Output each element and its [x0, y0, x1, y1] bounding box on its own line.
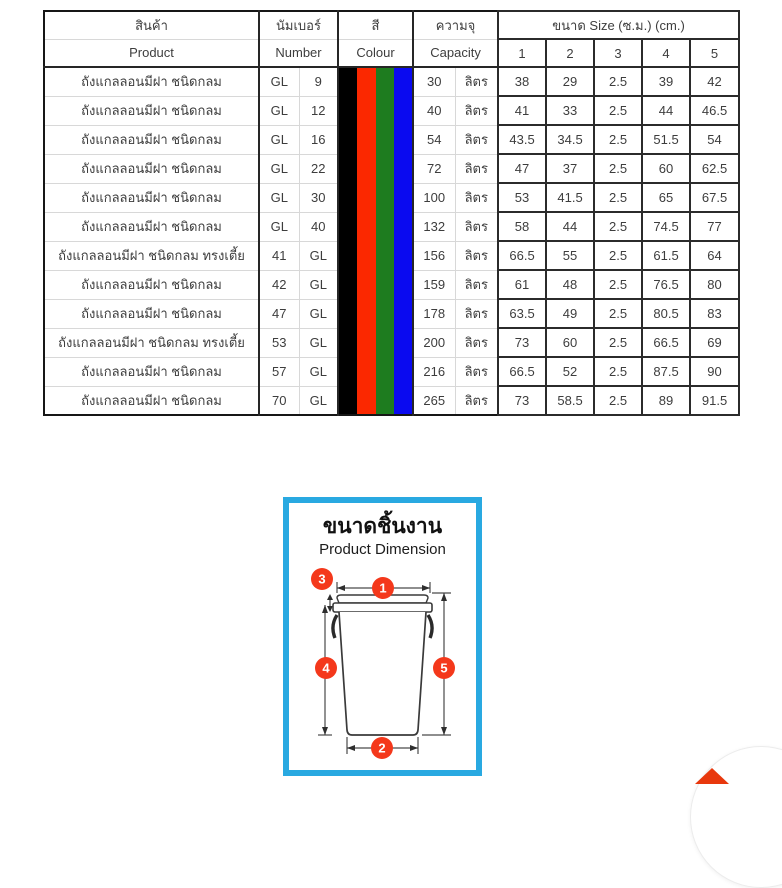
- capacity-cell: 159: [413, 270, 455, 299]
- colour-stripe-red: [357, 68, 375, 414]
- colour-stripe-black: [339, 68, 357, 414]
- colour-swatch: [339, 68, 412, 414]
- capacity-cell: 200: [413, 328, 455, 357]
- header-row-thai: [44, 11, 739, 39]
- size-cell-2: 48: [546, 270, 594, 299]
- unit-cell: ลิตร: [455, 299, 498, 328]
- colour-stripe-blue: [394, 68, 412, 414]
- size-cell-1: 53: [498, 183, 546, 212]
- number-cell-right: 16: [299, 125, 338, 154]
- size-cell-4: 87.5: [642, 357, 690, 386]
- dimension-marker-1: [372, 577, 394, 599]
- size-cell-5: 91.5: [690, 386, 739, 415]
- product-name-cell: ถังแกลลอนมีฝา ชนิดกลม: [44, 67, 259, 96]
- size-cell-3: 2.5: [594, 328, 642, 357]
- size-cell-5: 67.5: [690, 183, 739, 212]
- size-cell-1: 73: [498, 386, 546, 415]
- size-cell-5: 80: [690, 270, 739, 299]
- col-header-size-title: ขนาด Size (ซ.ม.) (cm.): [498, 11, 739, 39]
- number-cell-left: GL: [259, 67, 299, 96]
- product-spec-table: [43, 10, 740, 416]
- size-cell-2: 52: [546, 357, 594, 386]
- product-name-cell: ถังแกลลอนมีฝา ชนิดกลม: [44, 96, 259, 125]
- col-header-product-thai: สินค้า: [44, 11, 259, 39]
- capacity-cell: 72: [413, 154, 455, 183]
- size-cell-1: 73: [498, 328, 546, 357]
- number-cell-right: GL: [299, 328, 338, 357]
- dimension-marker-3: [311, 568, 333, 590]
- number-cell-right: GL: [299, 386, 338, 415]
- capacity-cell: 216: [413, 357, 455, 386]
- size-cell-2: 49: [546, 299, 594, 328]
- col-header-product-en: Product: [44, 39, 259, 67]
- number-cell-right: 30: [299, 183, 338, 212]
- size-cell-2: 34.5: [546, 125, 594, 154]
- size-cell-1: 38: [498, 67, 546, 96]
- product-spec-table-wrap: [43, 10, 740, 416]
- capacity-cell: 100: [413, 183, 455, 212]
- size-cell-1: 66.5: [498, 357, 546, 386]
- colour-swatch-cell: [338, 67, 413, 415]
- size-cell-5: 83: [690, 299, 739, 328]
- col-header-colour-en: Colour: [338, 39, 413, 67]
- number-cell-right: 40: [299, 212, 338, 241]
- product-name-cell: ถังแกลลอนมีฝา ชนิดกลม: [44, 357, 259, 386]
- capacity-cell: 156: [413, 241, 455, 270]
- size-cell-5: 62.5: [690, 154, 739, 183]
- number-cell-left: 41: [259, 241, 299, 270]
- size-cell-1: 66.5: [498, 241, 546, 270]
- number-cell-left: 42: [259, 270, 299, 299]
- size-cell-5: 46.5: [690, 96, 739, 125]
- size-cell-3: 2.5: [594, 270, 642, 299]
- dimension-marker-5: [433, 657, 455, 679]
- size-cell-5: 77: [690, 212, 739, 241]
- size-cell-4: 66.5: [642, 328, 690, 357]
- product-name-cell: ถังแกลลอนมีฝา ชนิดกลม: [44, 270, 259, 299]
- unit-cell: ลิตร: [455, 67, 498, 96]
- col-header-colour-thai: สี: [338, 11, 413, 39]
- size-cell-2: 60: [546, 328, 594, 357]
- col-header-size-4: 4: [642, 39, 690, 67]
- size-cell-4: 80.5: [642, 299, 690, 328]
- number-cell-left: GL: [259, 154, 299, 183]
- col-header-size-2: 2: [546, 39, 594, 67]
- size-cell-4: 74.5: [642, 212, 690, 241]
- number-cell-left: 57: [259, 357, 299, 386]
- diagram-title-english: Product Dimension: [319, 541, 446, 559]
- dimension-marker-2: [371, 737, 393, 759]
- number-cell-right: 9: [299, 67, 338, 96]
- number-cell-right: GL: [299, 241, 338, 270]
- size-cell-3: 2.5: [594, 96, 642, 125]
- col-header-capacity-en: Capacity: [413, 39, 498, 67]
- size-cell-2: 33: [546, 96, 594, 125]
- size-cell-4: 60: [642, 154, 690, 183]
- number-cell-right: 12: [299, 96, 338, 125]
- number-cell-right: GL: [299, 357, 338, 386]
- product-name-cell: ถังแกลลอนมีฝา ชนิดกลม: [44, 154, 259, 183]
- unit-cell: ลิตร: [455, 328, 498, 357]
- unit-cell: ลิตร: [455, 154, 498, 183]
- size-cell-3: 2.5: [594, 183, 642, 212]
- size-cell-3: 2.5: [594, 357, 642, 386]
- capacity-cell: 30: [413, 67, 455, 96]
- capacity-cell: 132: [413, 212, 455, 241]
- size-cell-2: 41.5: [546, 183, 594, 212]
- number-cell-right: 22: [299, 154, 338, 183]
- unit-cell: ลิตร: [455, 357, 498, 386]
- svg-text:5: 5: [440, 660, 448, 676]
- size-cell-5: 42: [690, 67, 739, 96]
- capacity-cell: 265: [413, 386, 455, 415]
- size-cell-2: 29: [546, 67, 594, 96]
- number-cell-right: GL: [299, 270, 338, 299]
- size-cell-1: 47: [498, 154, 546, 183]
- capacity-cell: 40: [413, 96, 455, 125]
- col-header-number-thai: นัมเบอร์: [259, 11, 338, 39]
- number-cell-left: GL: [259, 125, 299, 154]
- dimension-marker-4: [315, 657, 337, 679]
- product-name-cell: ถังแกลลอนมีฝา ชนิดกลม ทรงเตี้ย: [44, 241, 259, 270]
- number-cell-left: GL: [259, 96, 299, 125]
- size-cell-1: 43.5: [498, 125, 546, 154]
- size-cell-3: 2.5: [594, 212, 642, 241]
- number-cell-left: 47: [259, 299, 299, 328]
- size-cell-4: 61.5: [642, 241, 690, 270]
- unit-cell: ลิตร: [455, 270, 498, 299]
- header-row-english: [44, 39, 739, 67]
- number-cell-left: 53: [259, 328, 299, 357]
- size-cell-4: 89: [642, 386, 690, 415]
- number-cell-right: GL: [299, 299, 338, 328]
- size-cell-2: 55: [546, 241, 594, 270]
- size-cell-3: 2.5: [594, 125, 642, 154]
- number-cell-left: 70: [259, 386, 299, 415]
- size-cell-3: 2.5: [594, 241, 642, 270]
- size-cell-1: 61: [498, 270, 546, 299]
- product-name-cell: ถังแกลลอนมีฝา ชนิดกลม: [44, 125, 259, 154]
- product-name-cell: ถังแกลลอนมีฝา ชนิดกลม ทรงเตี้ย: [44, 328, 259, 357]
- col-header-number-en: Number: [259, 39, 338, 67]
- size-cell-5: 69: [690, 328, 739, 357]
- number-cell-left: GL: [259, 212, 299, 241]
- number-cell-left: GL: [259, 183, 299, 212]
- capacity-cell: 54: [413, 125, 455, 154]
- size-cell-1: 63.5: [498, 299, 546, 328]
- col-header-size-1: 1: [498, 39, 546, 67]
- unit-cell: ลิตร: [455, 212, 498, 241]
- size-cell-1: 58: [498, 212, 546, 241]
- svg-text:1: 1: [379, 580, 387, 596]
- unit-cell: ลิตร: [455, 183, 498, 212]
- size-cell-3: 2.5: [594, 299, 642, 328]
- size-cell-5: 64: [690, 241, 739, 270]
- capacity-cell: 178: [413, 299, 455, 328]
- diagram-title-thai: ขนาดชิ้นงาน: [322, 513, 443, 538]
- size-cell-4: 76.5: [642, 270, 690, 299]
- size-cell-4: 39: [642, 67, 690, 96]
- size-cell-5: 90: [690, 357, 739, 386]
- product-name-cell: ถังแกลลอนมีฝา ชนิดกลม: [44, 212, 259, 241]
- scroll-to-top-button[interactable]: [690, 746, 782, 888]
- col-header-size-5: 5: [690, 39, 739, 67]
- size-cell-1: 41: [498, 96, 546, 125]
- unit-cell: ลิตร: [455, 96, 498, 125]
- size-cell-4: 44: [642, 96, 690, 125]
- size-cell-5: 54: [690, 125, 739, 154]
- size-cell-2: 58.5: [546, 386, 594, 415]
- unit-cell: ลิตร: [455, 386, 498, 415]
- col-header-capacity-thai: ความจุ: [413, 11, 498, 39]
- product-name-cell: ถังแกลลอนมีฝา ชนิดกลม: [44, 299, 259, 328]
- size-cell-2: 37: [546, 154, 594, 183]
- size-cell-4: 51.5: [642, 125, 690, 154]
- product-dimension-box: [283, 497, 482, 776]
- svg-text:4: 4: [322, 660, 330, 676]
- product-name-cell: ถังแกลลอนมีฝา ชนิดกลม: [44, 183, 259, 212]
- col-header-size-3: 3: [594, 39, 642, 67]
- unit-cell: ลิตร: [455, 241, 498, 270]
- size-cell-3: 2.5: [594, 386, 642, 415]
- colour-stripe-green: [376, 68, 394, 414]
- size-cell-2: 44: [546, 212, 594, 241]
- svg-text:3: 3: [318, 571, 326, 587]
- product-name-cell: ถังแกลลอนมีฝา ชนิดกลม: [44, 386, 259, 415]
- size-cell-4: 65: [642, 183, 690, 212]
- table-row: [44, 67, 739, 96]
- unit-cell: ลิตร: [455, 125, 498, 154]
- size-cell-3: 2.5: [594, 67, 642, 96]
- svg-text:2: 2: [378, 740, 386, 756]
- bucket-dimension-diagram-icon: [289, 563, 476, 763]
- size-cell-3: 2.5: [594, 154, 642, 183]
